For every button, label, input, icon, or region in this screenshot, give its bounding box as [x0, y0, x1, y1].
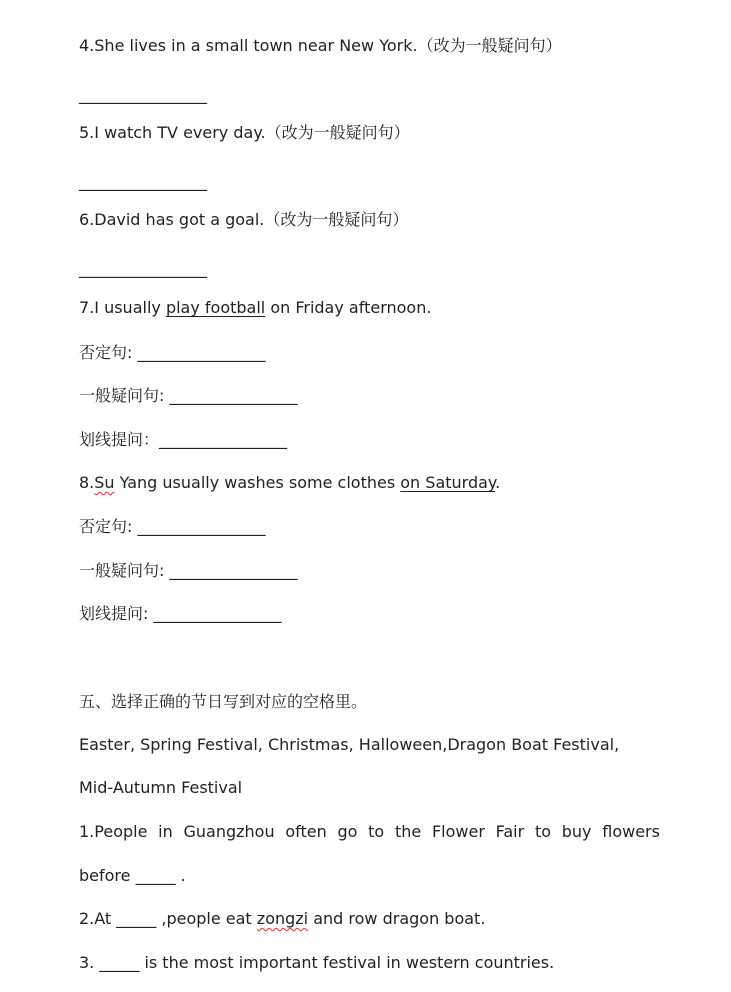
s5-q1-word: buy — [561, 822, 592, 841]
s5-q2-pre: 2.At _____ ,people eat — [79, 909, 257, 928]
s5-q1-word: the — [394, 822, 422, 841]
q7-yesno-blank[interactable]: ________________ — [169, 386, 298, 405]
q7-negative-row — [79, 342, 265, 364]
s5-question-1-line-2: before _____ . — [79, 866, 186, 885]
q7-wh-blank[interactable]: ________________ — [159, 430, 288, 449]
answer-blank-4[interactable]: ________________ — [79, 85, 207, 104]
q8-yesno-label: 一般疑问句: — [79, 561, 170, 580]
s5-question-1-line-1 — [79, 821, 660, 843]
q8-wh-row — [79, 603, 281, 625]
q7-wh-row — [79, 429, 287, 451]
q8-number: 8. — [79, 473, 95, 492]
festival-options-line-2: Mid-Autumn Festival — [79, 778, 243, 797]
q7-text-pre: 7.I usually — [79, 298, 166, 317]
q8-text-post: . — [495, 473, 501, 492]
s5-q1-word: to — [368, 822, 385, 841]
q8-wh-label: 划线提问: — [79, 604, 154, 623]
question-4: 4.She lives in a small town near New York.（改为一般疑问句） — [79, 36, 562, 55]
s5-question-2 — [79, 908, 485, 930]
festival-options-line-1: Easter, Spring Festival, Christmas, Halloween,Dragon Boat Festival, — [79, 735, 620, 754]
q8-yesno-blank[interactable]: ________________ — [169, 561, 298, 580]
q7-underlined-phrase: play football — [165, 298, 266, 317]
s5-q1-word: Guangzhou — [183, 822, 275, 841]
answer-blank-5[interactable]: ________________ — [79, 172, 207, 191]
s5-question-3: 3. _____ is the most important festival in western countries. — [79, 953, 555, 972]
answer-blank-6[interactable]: ________________ — [79, 259, 207, 278]
s5-q1-word: to — [534, 822, 551, 841]
question-5: 5.I watch TV every day.（改为一般疑问句） — [79, 123, 410, 142]
s5-q1-word: go — [337, 822, 358, 841]
s5-q1-word: flowers — [602, 822, 660, 841]
q8-wh-blank[interactable]: ________________ — [153, 604, 282, 623]
q8-negative-row — [79, 516, 265, 538]
question-8 — [79, 472, 500, 494]
q7-negative-label: 否定句: — [79, 343, 138, 362]
q7-negative-blank[interactable]: ________________ — [137, 343, 266, 362]
q7-yesno-row — [79, 385, 297, 407]
question-7 — [79, 297, 431, 319]
s5-q1-word: Fair — [495, 822, 525, 841]
s5-q1-word: in — [158, 822, 173, 841]
q7-wh-label: 划线提问： — [79, 430, 160, 449]
q8-negative-label: 否定句: — [79, 517, 138, 536]
q8-text-mid: Yang usually washes some clothes — [114, 473, 401, 492]
s5-q2-zongzi-spellcheck: zongzi — [256, 909, 309, 928]
s5-q1-word: often — [285, 822, 327, 841]
s5-q2-post: and row dragon boat. — [308, 909, 486, 928]
question-6: 6.David has got a goal.（改为一般疑问句） — [79, 210, 409, 229]
q7-text-post: on Friday afternoon. — [265, 298, 432, 317]
q8-name-spellcheck: Su — [94, 473, 115, 492]
s5-q1-word: 1.People — [79, 822, 148, 841]
q8-underlined-phrase: on Saturday — [400, 473, 496, 492]
q8-negative-blank[interactable]: ________________ — [137, 517, 266, 536]
section-5-heading: 五、选择正确的节日写到对应的空格里。 — [79, 692, 368, 711]
q7-yesno-label: 一般疑问句: — [79, 386, 170, 405]
s5-q1-word: Flower — [431, 822, 485, 841]
q8-yesno-row — [79, 560, 297, 582]
